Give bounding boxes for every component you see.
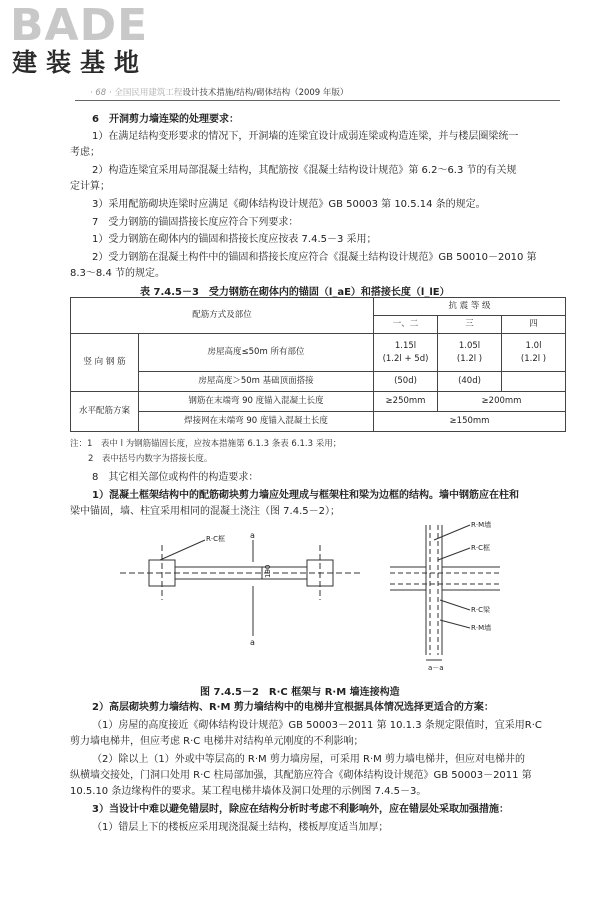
- th-part: 配筋方式及部位: [71, 298, 374, 334]
- para-7-2a: 2）受力钢筋在混凝土构件中的锚固和搭接长度应符合《混凝土结构设计规范》GB 50010－2010 第: [92, 252, 537, 263]
- th-grade-2: 三: [438, 316, 502, 334]
- cell-r1-g2b: (1.2l ): [456, 353, 483, 364]
- th-grade: 抗 震 等 级: [374, 298, 566, 316]
- para-7-2b: 8.3～8.4 节的规定。: [70, 268, 165, 279]
- note-2: 2 表中括号内数字为搭接长度。: [88, 454, 213, 464]
- para-8-1a: 1）混凝土框架结构中的配筋砌块剪力墙应处理成与框架柱和梁为边框的结构。墙中钢筋应在柱和: [92, 490, 519, 501]
- label-rc-frame-2: R·C框: [471, 544, 490, 552]
- cell-r3-g1: ≥250mm: [374, 392, 438, 412]
- para-6-1a: 1）在满足结构变形要求的情况下，开洞墙的连梁宜设计成弱连梁或构造连梁，并与楼层圈梁统一: [92, 131, 519, 142]
- para-6-2b: 定计算；: [70, 181, 110, 192]
- label-section-top: a: [250, 531, 255, 540]
- cell-r1-g3b: (1.2l ): [520, 353, 547, 364]
- th-grade-1: 一、二: [374, 316, 438, 334]
- note-1: 注：1 表中 l 为钢筋锚固长度，应按本措施第 6.1.3 条表 6.1.3 采用；: [70, 439, 342, 449]
- para-6-1b: 考虑；: [70, 147, 100, 158]
- cell-r1-g3a: 1.0l: [525, 340, 542, 351]
- para-6: 6 开洞剪力墙连梁的处理要求：: [92, 114, 239, 125]
- cell-r1-g1a: 1.15l: [394, 340, 417, 351]
- cell-r1-label: 房屋高度≤50m 所有部位: [139, 334, 374, 372]
- page-number: · 68 ·: [90, 88, 112, 98]
- label-rc-beam: R·C梁: [471, 606, 490, 614]
- header-title: 设计技术措施/结构/砌体结构（2009 年版）: [182, 88, 349, 98]
- para-6-2a: 2）构造连梁宜采用局部混凝土结构，其配筋按《混凝土结构设计规范》第 6.2～6.3 节的有关规: [92, 165, 517, 176]
- para-8-2-2a: （2）除以上（1）外或中等层高的 R·M 剪力墙房屋，可采用 R·M 剪力墙电梯井，但应对电梯井的: [92, 754, 525, 765]
- para-8-3: 3）当设计中难以避免错层时，除应在结构分析时考虑不利影响外，应在错层处采取加强措施：: [92, 804, 509, 815]
- cell-r1-g1b: (1.2l + 5d): [382, 353, 429, 364]
- cell-r1-g2a: 1.05l: [458, 340, 481, 351]
- logo-text-en: BADE: [10, 0, 149, 51]
- para-8-3-1: （1）错层上下的楼板应采用现浇混凝土结构，楼板厚度适当加厚；: [92, 822, 389, 833]
- para-7: 7 受力钢筋的锚固搭接长度应符合下列要求：: [92, 217, 299, 228]
- th-grade-3: 四: [502, 316, 566, 334]
- cell-r2-g1: (50d): [374, 372, 438, 392]
- figure-caption: 图 7.4.5－2 R·C 框架与 R·M 墙连接构造: [200, 687, 400, 698]
- para-8-2-1b: 剪力墙电梯井，但应考虑 R·C 电梯井对结构单元刚度的不利影响；: [70, 736, 364, 747]
- cell-r4-label: 焊接网在末端弯 90 度锚入混凝土长度: [139, 412, 374, 432]
- label-section-bottom: a: [250, 638, 255, 647]
- row-horizontal: 水平配筋方案: [71, 392, 139, 432]
- label-dim: 190: [264, 564, 272, 578]
- left-plan: [120, 540, 360, 636]
- para-8-2-2b: 纵横墙交接处，门洞口处用 R·C 柱局部加强，其配筋应符合《砌体结构设计规范》GB 50003－2011 第: [70, 770, 532, 781]
- para-8-2-1a: （1）房屋的高度接近《砌体结构设计规范》GB 50003－2011 第 10.1.3 条规定限值时，宜采用R·C: [92, 720, 542, 731]
- label-rm-wall-bottom: R·M墙: [471, 624, 492, 632]
- header-series: 全国民用建筑工程: [114, 88, 183, 98]
- cell-r2-label: 房屋高度＞50m 基础顶面搭接: [139, 372, 374, 392]
- para-8-2-2c: 10.5.10 条边缘构件的要求。某工程电梯井墙体及洞口处理的示例图 7.4.5－3。: [70, 786, 427, 797]
- cell-r3-g23: ≥200mm: [438, 392, 566, 412]
- cell-r3-label: 钢筋在末端弯 90 度锚入混凝土长度: [139, 392, 374, 412]
- para-7-1: 1）受力钢筋在砌体内的锚固和搭接长度应按表 7.4.5－3 采用；: [92, 234, 377, 245]
- table-title: 表 7.4.5－3 受力钢筋在砌体内的锚固（l_aE）和搭接长度（l_lE）: [140, 287, 450, 298]
- row-vertical: 竖 向 钢 筋: [71, 334, 139, 392]
- para-8-1b: 梁中锚固，墙、柱宜采用相同的混凝土浇注（图 7.4.5－2）；: [70, 506, 340, 517]
- label-rm-wall-top: R·M墙: [471, 521, 492, 529]
- logo-text-cn: 建装基地: [12, 48, 149, 77]
- cell-r2-g2: (40d): [438, 372, 502, 392]
- label-rc-frame: R·C框: [206, 535, 225, 543]
- para-8-2: 2）高层砌块剪力墙结构、R·M 剪力墙结构中的电梯井宜根据具体情况选择更适合的方案：: [92, 702, 494, 713]
- para-6-3: 3）采用配筋砌块连梁时应满足《砌体结构设计规范》GB 50003 第 10.5.14 条的规定。: [92, 199, 486, 210]
- cell-r4-g: ≥150mm: [374, 412, 566, 432]
- label-section-aa: a－a: [428, 664, 444, 672]
- para-8: 8 其它相关部位或构件的构造要求：: [92, 472, 259, 483]
